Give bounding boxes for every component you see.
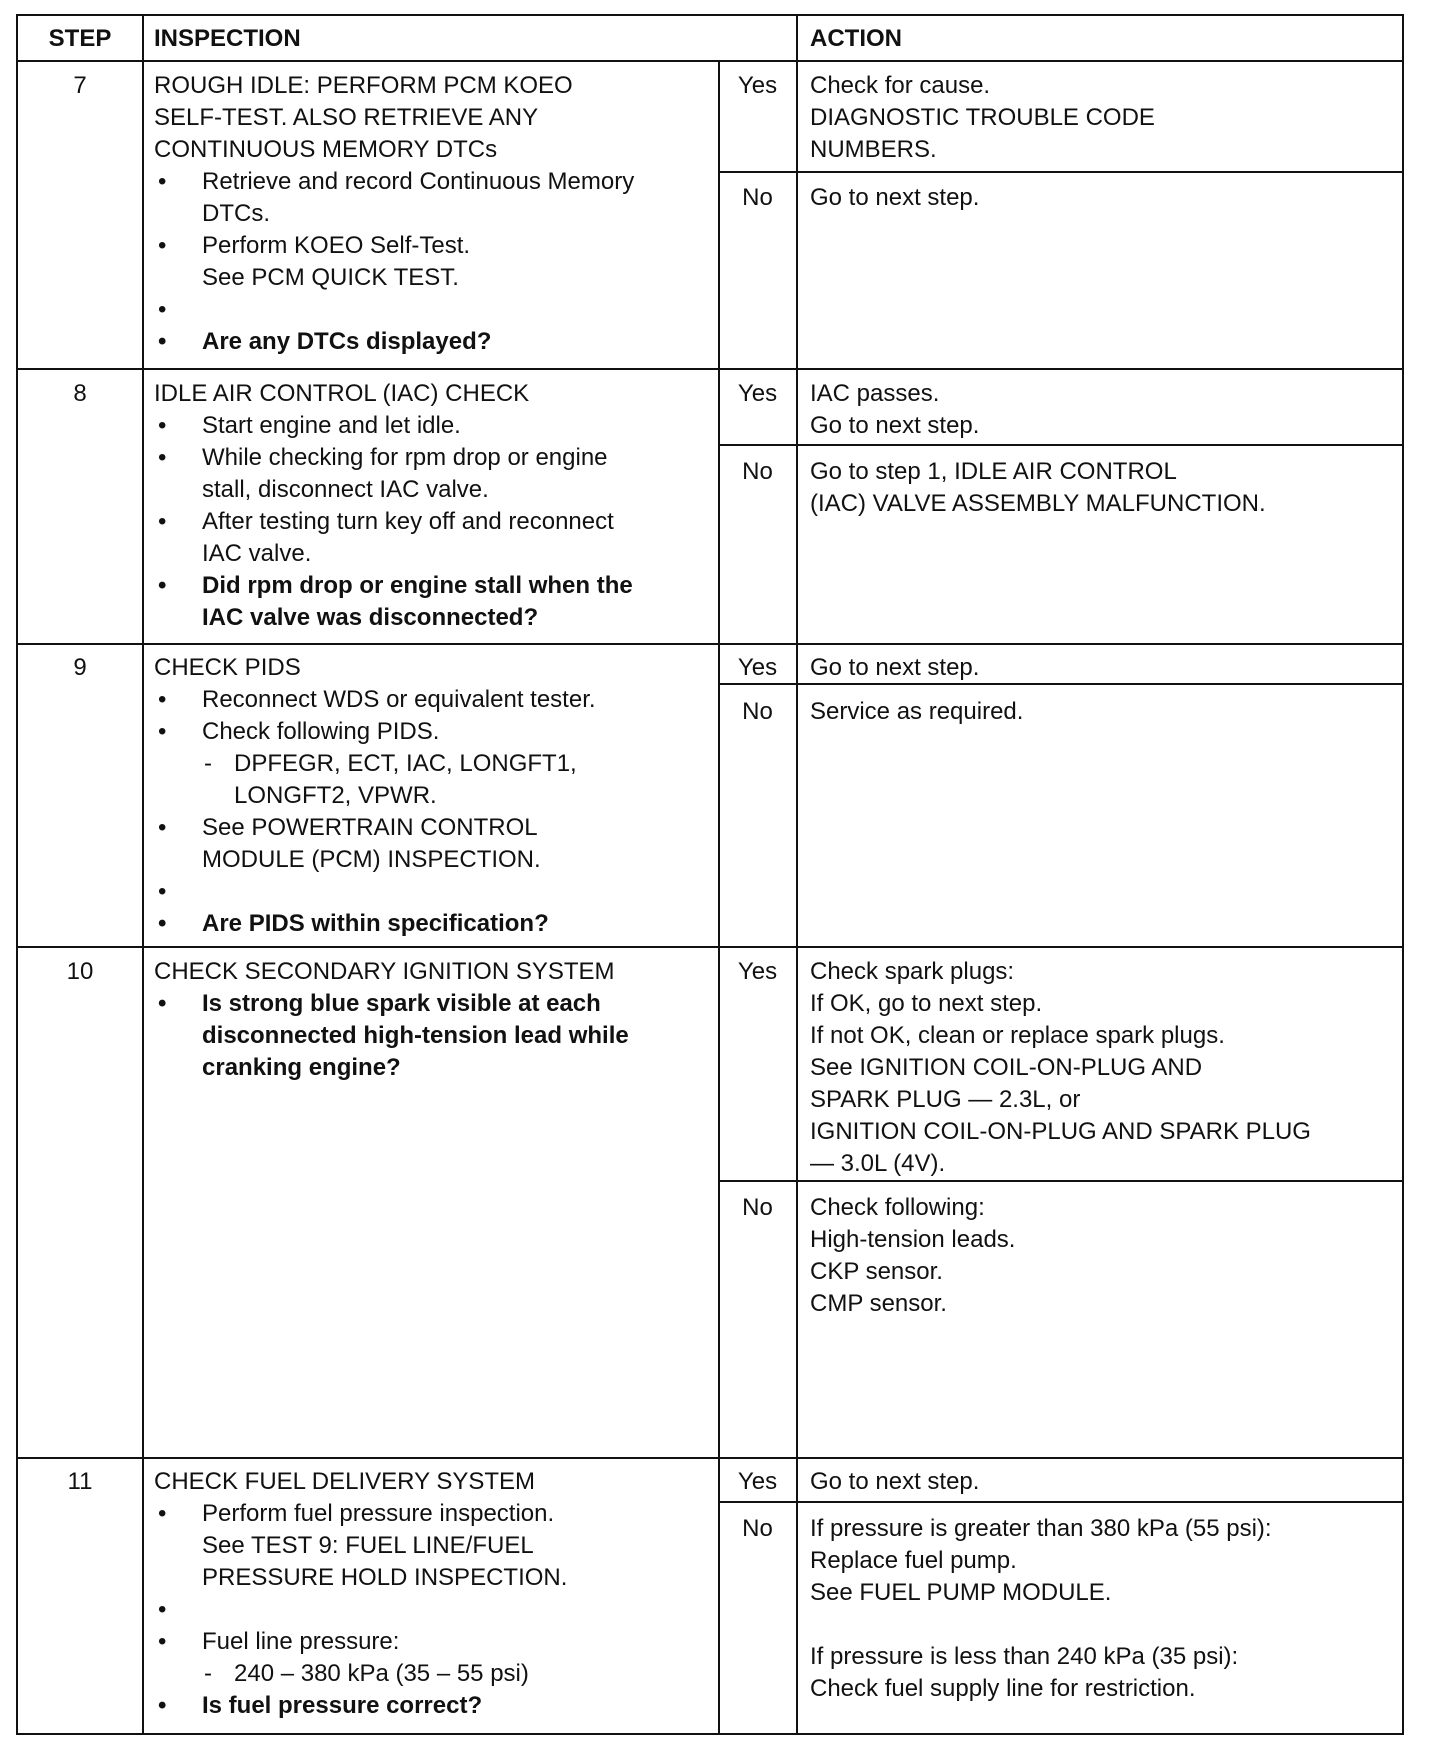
row-divider [18,60,1404,62]
inspection-title: CHECK PIDS [154,654,301,681]
yes-no-divider [718,444,1404,446]
bullet-item: • After testing turn key off and reconnect IAC valve. [154,506,714,570]
row-divider [18,1457,1404,1459]
yes-no-divider [718,1501,1404,1503]
row-divider [18,368,1404,370]
spacer [154,1594,714,1626]
sub-item: - DPFEGR, ECT, IAC, LONGFT1, [202,748,714,780]
inspection-title: CHECK FUEL DELIVERY SYSTEM [154,1468,535,1495]
step-number: 10 [66,958,94,985]
inspection-title: ROUGH IDLE: PERFORM PCM KOEO SELF-TEST. ALSO RETRIEVE ANY CONTINUOUS MEMORY DTCs [154,72,573,163]
yes-action: Check spark plugs: If OK, go to next step. If not OK, clean or replace spark plugs. See IGNITION COIL-ON-PLUG AND SPARK PLUG — 2.3L, or IGNITION COIL-ON-PLUG AND SPARK PLUG — 3.0L (4V). [810,958,1311,1177]
no-label: No [742,1515,773,1542]
bullet-item: • See POWERTRAIN CONTROL MODULE (PCM) INSPECTION. [154,812,714,876]
no-label: No [742,698,773,725]
bullet-item: • While checking for rpm drop or engine stall, disconnect IAC valve. [154,442,714,506]
step-number: 11 [67,1468,93,1495]
yes-no-divider [718,1180,1404,1182]
inspection-step-10 [154,956,714,1084]
header-action: ACTION [810,25,902,52]
step-number: 8 [73,380,87,407]
spacer [154,294,714,326]
column-divider [796,16,798,1735]
yes-action: Go to next step. [810,654,980,681]
no-label: No [742,458,773,485]
bullet-item: • Perform KOEO Self-Test. See PCM QUICK TEST. [154,230,714,294]
bullet-item: • Reconnect WDS or equivalent tester. [154,684,714,716]
row-divider [18,946,1404,948]
no-action: Check following: High-tension leads. CKP sensor. CMP sensor. [810,1194,1016,1317]
inspection-step-9 [154,652,714,940]
inspection-step-8 [154,378,714,634]
yes-label: Yes [737,654,778,681]
step-number: 7 [73,72,87,99]
bullet-item: • Start engine and let idle. [154,410,714,442]
yes-label: Yes [737,1468,778,1495]
bullet-item: • Perform fuel pressure inspection. See TEST 9: FUEL LINE/FUEL PRESSURE HOLD INSPECTION. [154,1498,714,1594]
question-item: • Did rpm drop or engine stall when the IAC valve was disconnected? [154,570,714,634]
bullet-item: • Check following PIDS. - DPFEGR, ECT, IAC, LONGFT1, LONGFT2, VPWR. [154,716,714,812]
yes-action: IAC passes. Go to next step. [810,380,980,439]
inspection-title: IDLE AIR CONTROL (IAC) CHECK [154,380,530,407]
header-inspection: INSPECTION [154,25,301,52]
yes-label: Yes [737,72,778,99]
question-item: • Are PIDS within specification? [154,908,714,940]
inspection-step-7 [154,70,714,358]
inspection-title: CHECK SECONDARY IGNITION SYSTEM [154,958,615,985]
no-action: Service as required. [810,698,1024,725]
spacer [154,876,714,908]
sub-item-continuation: LONGFT2, VPWR. [234,782,437,809]
diagnostic-table [16,14,1404,1735]
column-divider [142,16,144,1735]
inspection-step-11 [154,1466,714,1722]
question-item: • Are any DTCs displayed? [154,326,714,358]
yes-action: Go to next step. [810,1468,980,1495]
bullet-item: • Fuel line pressure: - 240 – 380 kPa (35 – 55 psi) [154,1626,714,1690]
no-action: If pressure is greater than 380 kPa (55 psi): Replace fuel pump. See FUEL PUMP MODULE. If pressure is less than 240 kPa (35 psi): Check fuel supply line for restriction. [810,1515,1272,1702]
step-number: 9 [73,654,87,681]
yes-action: Check for cause. DIAGNOSTIC TROUBLE CODE NUMBERS. [810,72,1155,163]
yes-label: Yes [737,380,778,407]
no-label: No [742,1194,773,1221]
bullet-item: • Retrieve and record Continuous Memory DTCs. [154,166,714,230]
sub-item: - 240 – 380 kPa (35 – 55 psi) [202,1658,714,1690]
no-action: Go to next step. [810,184,980,211]
yes-label: Yes [737,958,778,985]
row-divider [18,643,1404,645]
question-item: • Is strong blue spark visible at each disconnected high-tension lead while cranking engine? [154,988,714,1084]
no-action: Go to step 1, IDLE AIR CONTROL (IAC) VALVE ASSEMBLY MALFUNCTION. [810,458,1266,517]
no-label: No [742,184,773,211]
question-item: • Is fuel pressure correct? [154,1690,714,1722]
yes-no-divider [718,171,1404,173]
header-step: STEP [48,25,112,52]
